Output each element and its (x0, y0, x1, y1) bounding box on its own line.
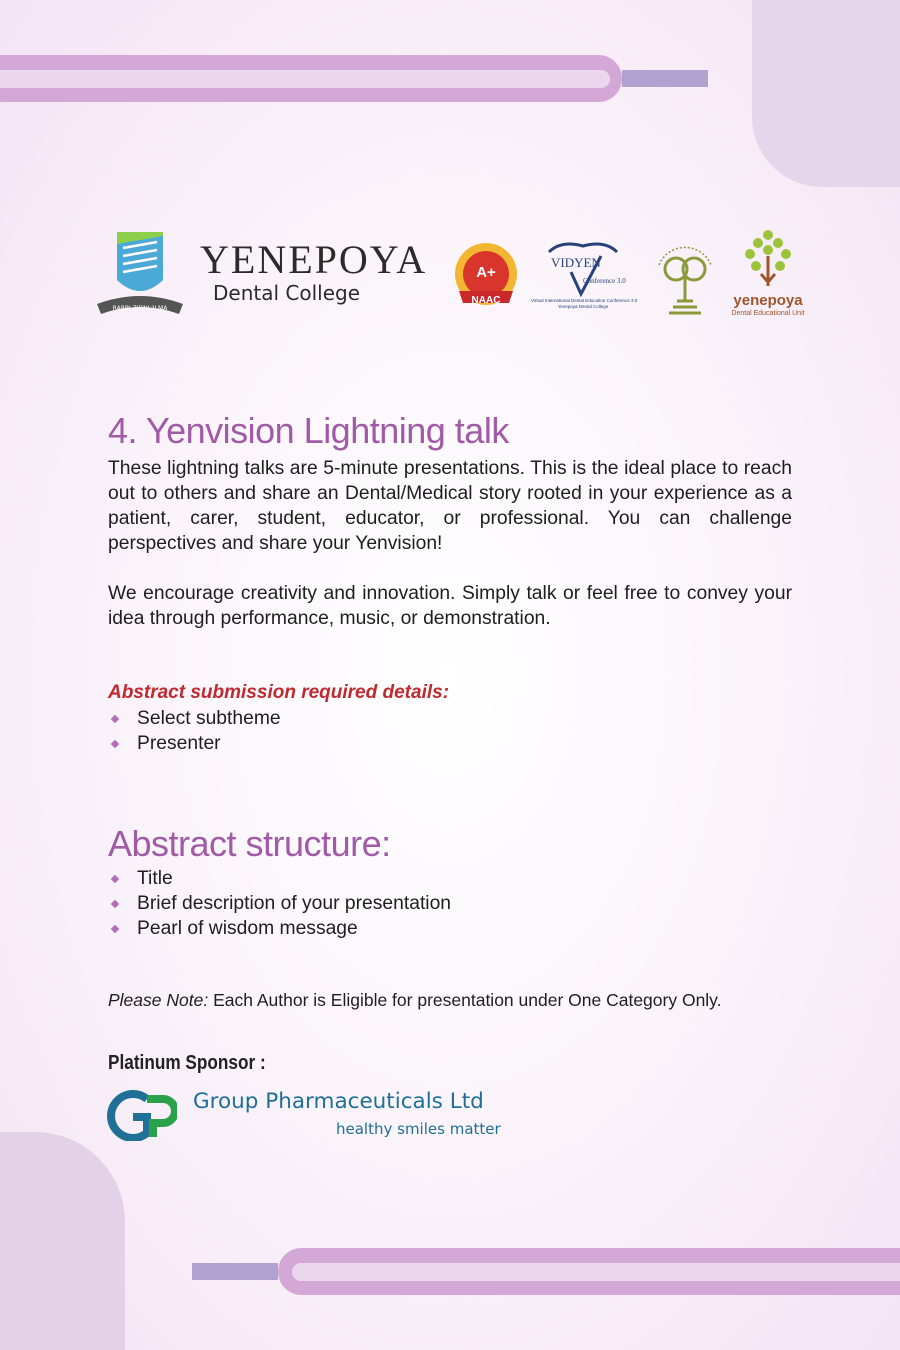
vidyen-logo (531, 238, 638, 312)
sponsor-name: Group Pharmaceuticals Ltd (193, 1089, 484, 1114)
naac-badge (451, 241, 521, 311)
sponsor-heading: Platinum Sponsor : (108, 1052, 266, 1074)
requirement-label: Presenter (137, 733, 221, 754)
corner-decoration-top-right (752, 0, 900, 187)
college-crest-logo (95, 230, 185, 318)
bottom-stripe-accent (192, 1263, 278, 1280)
list-item (108, 731, 792, 756)
group-pharma-logo-icon (107, 1089, 177, 1141)
encourage-paragraph: We encourage creativity and innovation. Simply talk or feel free to convey your idea through performance, music, or demonstration. (108, 583, 792, 629)
naac-grade: A+ (476, 264, 496, 281)
structure-label: Brief description of your presentation (137, 893, 452, 914)
list-item (108, 891, 792, 916)
intro-paragraph: These lightning talks are 5-minute presentations. This is the ideal place to reach out to others and share an Dental/Medical story rooted in your experience as a patient, carer, student, educator, or professional. You can challenge perspectives and share your Yenvision! (108, 458, 792, 554)
list-item (108, 706, 792, 731)
vidyen-caption-2: Yenepoya Dental College (557, 304, 609, 309)
structure-heading: Abstract structure: (108, 823, 391, 864)
crest-motto: RABBI ZIDNI 'ILMA (112, 305, 168, 312)
naac-label: NAAC (471, 295, 501, 306)
note-label: Please Note: (108, 990, 209, 1010)
deu-name: yenepoya (733, 292, 803, 309)
vidyen-conference: Conference 3.0 (583, 277, 626, 285)
bullet-diamond-icon (111, 740, 119, 748)
list-item (108, 866, 792, 891)
bullet-diamond-icon (111, 715, 119, 723)
top-stripe-inner (0, 70, 610, 88)
sponsor-tagline: healthy smiles matter (336, 1120, 501, 1138)
corner-decoration-bottom-left (0, 1132, 125, 1350)
requirements-list (108, 706, 792, 756)
faculty-tree-logo (651, 231, 719, 317)
deu-subtitle: Dental Educational Unit (731, 310, 805, 317)
bullet-diamond-icon (111, 925, 119, 933)
structure-label: Title (137, 868, 173, 889)
structure-label: Pearl of wisdom message (137, 918, 358, 939)
logo-row (95, 228, 815, 323)
requirement-label: Select subtheme (137, 708, 281, 729)
structure-list (108, 866, 792, 941)
please-note (108, 990, 792, 1011)
vidyen-title: VIDYEN (551, 255, 601, 270)
bullet-diamond-icon (111, 875, 119, 883)
vidyen-caption-1: Virtual International Dental Education Conference 3.0 (531, 298, 638, 303)
section-title: 4. Yenvision Lightning talk (108, 410, 509, 451)
dental-education-unit-logo (725, 228, 811, 323)
requirements-heading: Abstract submission required details: (108, 682, 450, 703)
bullet-diamond-icon (111, 900, 119, 908)
college-name: YENEPOYA (200, 237, 428, 282)
note-text: Each Author is Eligible for presentation under One Category Only. (208, 990, 722, 1010)
tree-of-dots-icon (725, 228, 811, 290)
list-item (108, 916, 792, 941)
top-stripe-accent (622, 70, 708, 87)
college-subtitle: Dental College (213, 281, 361, 305)
bottom-stripe-inner (292, 1263, 900, 1281)
